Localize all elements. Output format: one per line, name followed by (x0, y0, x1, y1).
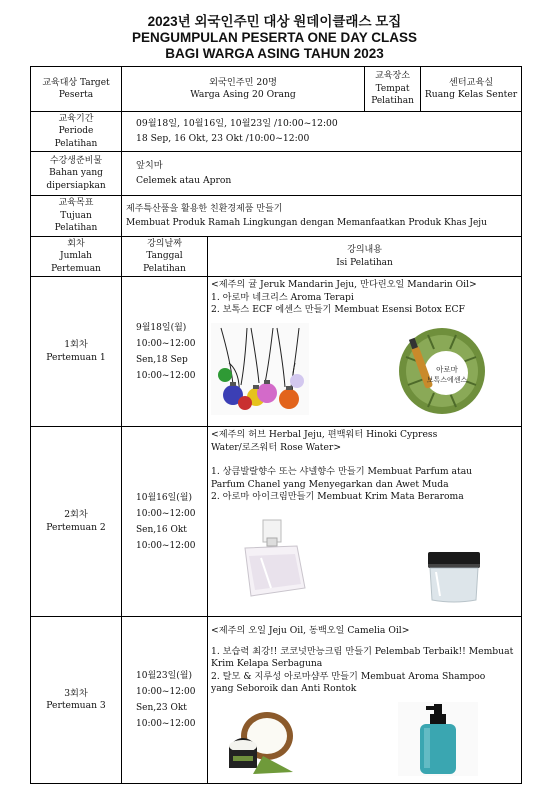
col-content-header: 강의내용 Isi Pelatihan (208, 237, 522, 277)
period-value: 09월18일, 10월16일, 10월23일 /10:00~12:00 18 Sep, 16 Okt, 23 Okt /10:00~12:00 (122, 112, 522, 152)
goal-label: 교육목표 Tujuan Pelatihan (31, 196, 122, 237)
session-row-3 (31, 617, 522, 784)
materials-row (31, 152, 522, 196)
period-label: 교육기간 Periode Pelatihan (31, 112, 122, 152)
column-header-row (31, 237, 522, 277)
target-row (31, 67, 522, 112)
materials-value: 앞치마 Celemek atau Apron (122, 152, 522, 196)
session-3-date: 10월23일(월) 10:00~12:00 Sen,23 Okt 10:00~12:00 (122, 617, 208, 784)
session-1-number: 1회차 Pertemuan 1 (31, 277, 122, 427)
goal-value: 제주특산품을 활용한 친환경제품 만들기 Membuat Produk Ramah Lingkungan dengan Memanfaatkan Produk Khas Jeju (122, 196, 522, 237)
session-2-date: 10월16일(월) 10:00~12:00 Sen,16 Okt 10:00~12:00 (122, 427, 208, 617)
session-1-date: 9월18일(월) 10:00~12:00 Sen,18 Sep 10:00~12:00 (122, 277, 208, 427)
col-session-header: 회차 Jumlah Pertemuan (31, 237, 122, 277)
aroma-necklace-bottles-icon (211, 323, 309, 415)
session-2-number: 2회차 Pertemuan 2 (31, 427, 122, 617)
goal-row (31, 196, 522, 237)
col-date-header: 강의날짜 Tanggal Pelatihan (122, 237, 208, 277)
essence-bottle-icon (398, 327, 486, 415)
shampoo-bottle-icon (398, 702, 478, 776)
place-label: 교육장소 Tempat Pelatihan (365, 67, 421, 112)
session-3-content: <제주의 오일 Jeju Oil, 동백오일 Camelia Oil> 1. 보습력 최강!! 코코넛만능크림 만들기 Pelembab Terbaik!! Membuat Krim Kelapa Serbaguna 2. 탈모 & 지루성 아로마샴푸 만들기 Membuat Aroma Shampoo yang Seboroik dan Anti Rontok (208, 617, 522, 784)
coconut-cream-icon (223, 706, 295, 776)
session-row-1 (31, 277, 522, 427)
place-value: 센터교육실 Ruang Kelas Senter (421, 67, 522, 112)
cream-jar-icon (424, 550, 484, 604)
class-info-table (30, 66, 522, 784)
essence-bottle-label-1: 아로마 (436, 364, 458, 374)
essence-bottle-label-2: 보톡스에센스 (426, 375, 468, 384)
session-3-number: 3회차 Pertemuan 3 (31, 617, 122, 784)
title-indonesian-1: PENGUMPULAN PESERTA ONE DAY CLASS (131, 30, 418, 45)
session-row-2 (31, 427, 522, 617)
materials-label: 수강생준비물 Bahan yang dipersiapkan (31, 152, 122, 196)
title-indonesian-2: BAGI WARGA ASING TAHUN 2023 (165, 46, 384, 61)
period-row (31, 112, 522, 152)
target-label: 교육대상 Target Peserta (31, 67, 122, 112)
title-korean: 2023년 외국인주민 대상 원데이클래스 모집 (147, 14, 402, 29)
session-2-content: <제주의 허브 Herbal Jeju, 편백워터 Hinoki Cypress Water/로즈워터 Rose Water> 1. 상큼발랄향수 또는 샤넬향수 만들기 Membuat Parfum atau Parfum Chanel yang Menyegarkan dan Awet Muda 2. 아로마 아이크림만들기 Membuat Krim Mata Beraroma (208, 427, 522, 617)
target-value: 외국인주민 20명 Warga Asing 20 Orang (122, 67, 365, 112)
perfume-bottle-icon (231, 518, 311, 604)
session-1-content: <제주의 귤 Jeruk Mandarin Jeju, 만다린오일 Mandarin Oil> 1. 아로마 네크리스 Aroma Terapi 2. 보톡스 ECF 에센스 만들기 Membuat Esensi Botox ECF 아로마 보톡스에센스 (208, 277, 522, 427)
